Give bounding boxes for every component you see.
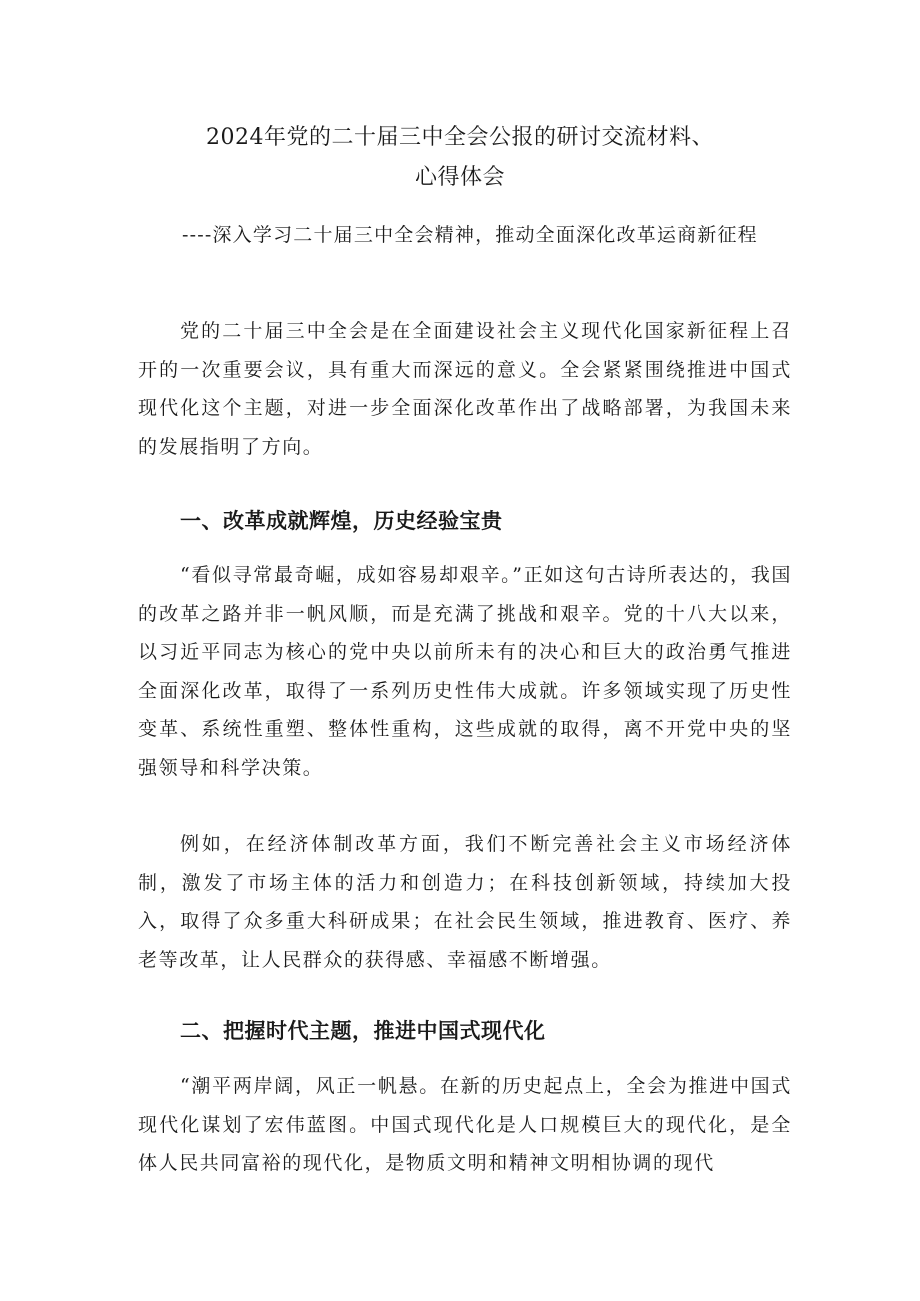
section-2-heading: 二、把握时代主题，推进中国式现代化 [180,1019,546,1043]
intro-paragraph: 党的二十届三中全会是在全面建设社会主义现代化国家新征程上召开的一次重要会议，具有重大而深远的意义。全会紧紧围绕推进中国式现代化这个主题，对进一步全面深化改革作出了战略部署，为我国未来的发展指明了方向。 [138,320,792,458]
section-1-heading: 一、改革成就辉煌，历史经验宝贵 [180,509,503,533]
section-2-paragraph-1: “潮平两岸阔，风正一帆悬。在新的历史起点上，全会为推进中国式现代化谋划了宏伟蓝图。中国式现代化是人口规模巨大的现代化，是全体人民共同富裕的现代化，是物质文明和精神文明相协调的现代 [138,1075,792,1174]
document-title-line-1: 2024年党的二十届三中全会公报的研讨交流材料、 [206,125,714,150]
section-1-paragraph-1: “看似寻常最奇崛，成如容易却艰辛。”正如这句古诗所表达的，我国的改革之路并非一帆风顺，而是充满了挑战和艰辛。党的十八大以来，以习近平同志为核心的党中央以前所未有的决心和巨大的政治勇气推进全面深化改革，取得了一系列历史性伟大成就。许多领域实现了历史性变革、系统性重塑、整体性重构，这些成就的取得，离不开党中央的坚强领导和科学决策。 [138,564,792,779]
document-subtitle: ----深入学习二十届三中全会精神，推动全面深化改革运商新征程 [182,224,758,246]
document-title-line-2: 心得体会 [414,165,505,190]
section-1-paragraph-2: 例如，在经济体制改革方面，我们不断完善社会主义市场经济体制，激发了市场主体的活力和创造力；在科技创新领域，持续加大投入，取得了众多重大科研成果；在社会民生领域，推进教育、医疗、养老等改革，让人民群众的获得感、幸福感不断增强。 [138,833,792,971]
